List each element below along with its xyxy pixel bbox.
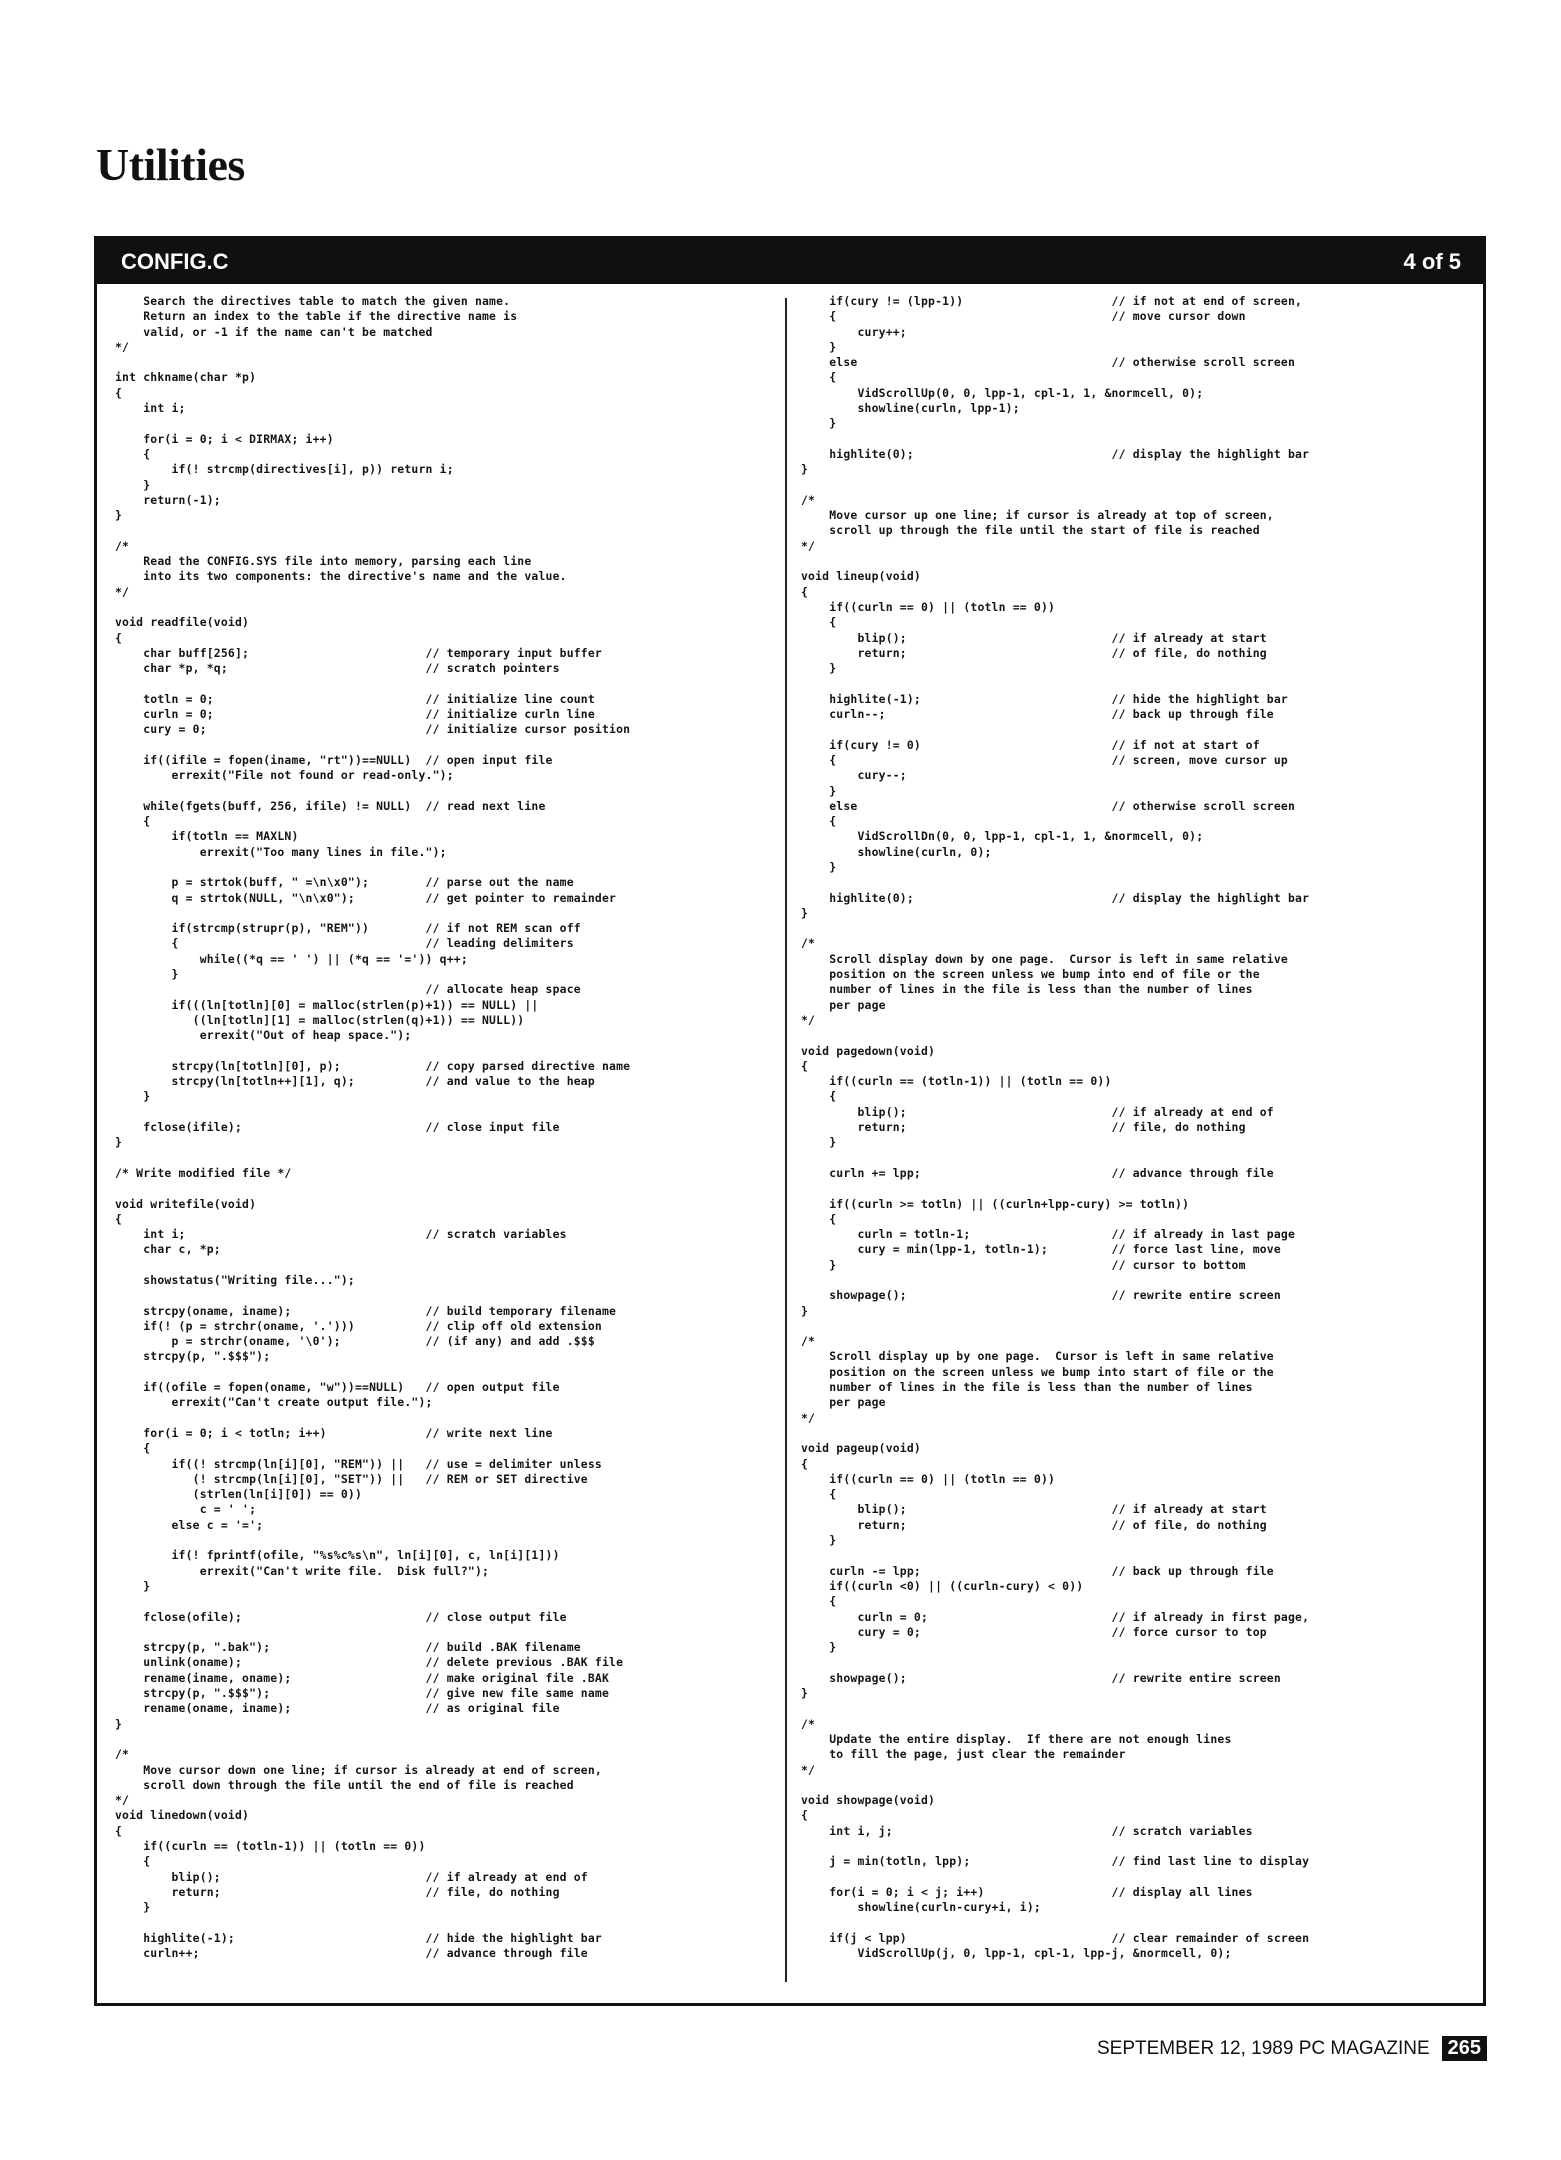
listing-title: CONFIG.C	[121, 248, 229, 274]
code-text-left: Search the directives table to match the given name. Return an index to the table if the directive name is valid, or -1 if the name can't be matched */ int chkname(char *p) { int i; for(i = 0; i < DIRMAX; i++) { if(! strcmp(directives[i], p)) return i; } return(-1); } /* Read the CONFIG.SYS file into memory, parsing each line into its two components: the directive's name and the value. */ void readfile(void) { char buff[256]; // temporary input buffer char *p, *q; // scratch pointers totln = 0; // initialize line count curln = 0; // initialize curln line cury = 0; // initialize cursor position if((ifile = fopen(iname, "rt"))==NULL) // open input file errexit("File not found or read-only."); while(fgets(buff, 256, ifile) != NULL) // read next line { if(totln == MAXLN) errexit("Too many lines in file."); p = strtok(buff, " =\n\x0"); // parse out the name q = strtok(NULL, "\n\x0"); // get pointer to remainder if(strcmp(strupr(p), "REM")) // if not REM scan off { // leading delimiters while((*q == ' ') || (*q == '=')) q++; } // allocate heap space if(((ln[totln][0] = malloc(strlen(p)+1)) == NULL) || ((ln[totln][1] = malloc(strlen(q)+1)) == NULL)) errexit("Out of heap space."); strcpy(ln[totln][0], p); // copy parsed directive name strcpy(ln[totln++][1], q); // and value to the heap } fclose(ifile); // close input file } /* Write modified file */ void writefile(void) { int i; // scratch variables char c, *p; showstatus("Writing file..."); strcpy(oname, iname); // build temporary filename if(! (p = strchr(oname, '.'))) // clip off old extension p = strchr(oname, '\0'); // (if any) and add .$$$ strcpy(p, ".$$$"); if((ofile = fopen(oname, "w"))==NULL) // open output file errexit("Can't create output file."); for(i = 0; i < totln; i++) // write next line { if((! strcmp(ln[i][0], "REM")) || // use = delimiter unless (! strcmp(ln[i][0], "SET")) || // REM or SET directive (strlen(ln[i][0]) == 0)) c = ' '; else c = '='; if(! fprintf(ofile, "%s%c%s\n", ln[i][0], c, ln[i][1])) errexit("Can't write file. Disk full?"); } fclose(ofile); // close output file strcpy(p, ".bak"); // build .BAK filename unlink(oname); // delete previous .BAK file rename(iname, oname); // make original file .BAK strcpy(p, ".$$$"); // give new file same name rename(oname, iname); // as original file } /* Move cursor down one line; if cursor is already at end of screen, scroll down through the file until the end of file is reached */ void linedown(void) { if((curln == (totln-1)) || (totln == 0)) { blip(); // if already at end of return; // file, do nothing } highlite(-1); // hide the highlight bar curln++; // advance through file	[115, 294, 631, 1961]
listing-part: 4 of 5	[1403, 248, 1461, 274]
code-column-left	[115, 284, 755, 1996]
page-number: 265	[1442, 2036, 1487, 2061]
footer-text: SEPTEMBER 12, 1989 PC MAGAZINE	[1097, 2037, 1430, 2059]
code-column-right	[801, 284, 1471, 1996]
page-footer	[1097, 2036, 1487, 2061]
column-divider	[785, 298, 787, 1982]
code-listing-box	[94, 236, 1486, 2006]
listing-header	[97, 239, 1483, 284]
listing-body	[97, 284, 1483, 1996]
section-title: Utilities	[96, 139, 245, 190]
code-text-right: if(cury != (lpp-1)) // if not at end of screen, { // move cursor down cury++; } else // otherwise scroll screen { VidScrollUp(0, 0, lpp-1, cpl-1, 1, &normcell, 0); showline(curln, lpp-1); } highlite(0); // display the highlight bar } /* Move cursor up one line; if cursor is already at top of screen, scroll up through the file until the start of file is reached */ void lineup(void) { if((curln == 0) || (totln == 0)) { blip(); // if already at start return; // of file, do nothing } highlite(-1); // hide the highlight bar curln--; // back up through file if(cury != 0) // if not at start of { // screen, move cursor up cury--; } else // otherwise scroll screen { VidScrollDn(0, 0, lpp-1, cpl-1, 1, &normcell, 0); showline(curln, 0); } highlite(0); // display the highlight bar } /* Scroll display down by one page. Cursor is left in same relative position on the screen unless we bump into end of file or the number of lines in the file is less than the number of lines per page */ void pagedown(void) { if((curln == (totln-1)) || (totln == 0)) { blip(); // if already at end of return; // file, do nothing } curln += lpp; // advance through file if((curln >= totln) || ((curln+lpp-cury) >= totln)) { curln = totln-1; // if already in last page cury = min(lpp-1, totln-1); // force last line, move } // cursor to bottom showpage(); // rewrite entire screen } /* Scroll display up by one page. Cursor is left in same relative position on the screen unless we bump into start of file or the number of lines in the file is less than the number of lines per page */ void pageup(void) { if((curln == 0) || (totln == 0)) { blip(); // if already at start return; // of file, do nothing } curln -= lpp; // back up through file if((curln <0) || ((curln-cury) < 0)) { curln = 0; // if already in first page, cury = 0; // force cursor to top } showpage(); // rewrite entire screen } /* Update the entire display. If there are not enough lines to fill the page, just clear the remainder */ void showpage(void) { int i, j; // scratch variables j = min(totln, lpp); // find last line to display for(i = 0; i < j; i++) // display all lines showline(curln-cury+i, i); if(j < lpp) // clear remainder of screen VidScrollUp(j, 0, lpp-1, cpl-1, lpp-j, &normcell, 0);	[801, 294, 1310, 1961]
